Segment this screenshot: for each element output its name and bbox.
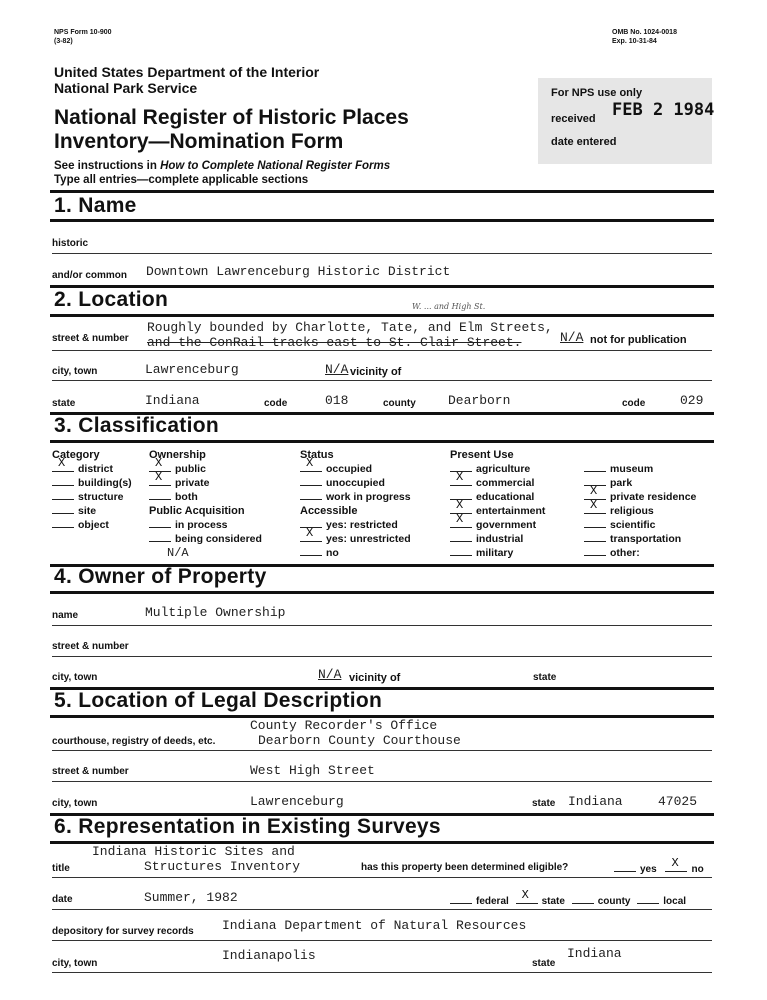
survey-title-line1-value: Indiana Historic Sites and — [92, 844, 295, 859]
location-code2-label: code — [622, 398, 646, 409]
present-use-option — [450, 476, 545, 490]
acquisition-checkbox[interactable] — [149, 518, 171, 528]
ownership-label: private — [175, 477, 210, 489]
present-use-option — [584, 504, 696, 518]
category-option — [52, 462, 132, 476]
acquisition-label: being considered — [175, 533, 262, 545]
survey-state-label: state — [532, 958, 556, 969]
legal-city-label: city, town — [52, 798, 98, 809]
present-use-label: religious — [610, 505, 654, 517]
accessible-checkbox[interactable] — [300, 532, 322, 542]
present-use-option — [584, 546, 696, 560]
courthouse-label: courthouse, registry of deeds, etc. — [52, 736, 216, 747]
present-use-label: private residence — [610, 491, 697, 503]
survey-title-label: title — [52, 863, 70, 874]
present-use-label: museum — [610, 463, 654, 475]
status-option — [300, 462, 411, 476]
street-line1-value: Roughly bounded by Charlotte, Tate, and Elm Streets, — [147, 320, 553, 335]
federal-label: federal — [476, 896, 509, 907]
category-checkbox[interactable] — [52, 518, 74, 528]
present-use-option — [584, 476, 696, 490]
present-use-checkbox[interactable] — [584, 462, 606, 472]
present-use-option — [584, 518, 696, 532]
status-option — [300, 476, 411, 490]
survey-level-options — [450, 894, 686, 907]
ownership-checkbox[interactable] — [149, 476, 171, 486]
accessible-label: yes: restricted — [326, 519, 398, 531]
ownership-checkbox[interactable] — [149, 490, 171, 500]
category-option — [52, 490, 132, 504]
section-name-heading: 1. Name — [54, 194, 137, 217]
status-checkbox[interactable] — [300, 462, 322, 472]
present-use-option — [584, 532, 696, 546]
survey-title-line2-value: Structures Inventory — [144, 859, 301, 874]
ownership-label: public — [175, 463, 206, 475]
instructions-line1: See instructions in How to Complete National Register Forms — [54, 160, 391, 172]
category-checkbox[interactable] — [52, 476, 74, 486]
category-option — [52, 476, 132, 490]
owner-city-label: city, town — [52, 672, 98, 683]
present-use-option — [450, 504, 545, 518]
category-label: site — [78, 505, 97, 517]
federal-checkbox[interactable] — [450, 894, 472, 904]
status-label: work in progress — [326, 491, 411, 503]
not-for-publication-label: not for publication — [590, 334, 687, 346]
owner-state-label: state — [533, 672, 557, 683]
owner-street-label: street & number — [52, 641, 129, 652]
present-use-option — [450, 532, 545, 546]
survey-city-value: Indianapolis — [222, 948, 316, 963]
present-use-option — [450, 546, 545, 560]
county-level-label: county — [597, 896, 631, 907]
present-use-column — [450, 448, 545, 560]
present-use-title: Present Use — [450, 449, 514, 461]
present-use-checkbox[interactable] — [450, 532, 472, 542]
street-handwritten-annotation: W. ... and High St. — [412, 302, 486, 311]
section-classification-heading: 3. Classification — [54, 414, 219, 437]
location-code2-value: 029 — [680, 393, 704, 408]
owner-vicinity-value: N/A — [318, 667, 342, 682]
category-label: object — [78, 519, 109, 531]
county-checkbox[interactable] — [572, 894, 594, 904]
accessible-label: yes: unrestricted — [326, 533, 411, 545]
status-title: Status — [300, 449, 334, 461]
service-name: National Park Service — [54, 80, 198, 96]
received-stamp-value: FEB 2 1984 — [612, 100, 715, 120]
depository-label: depository for survey records — [52, 926, 194, 937]
ownership-title: Ownership — [149, 449, 206, 461]
status-label: unoccupied — [326, 477, 385, 489]
section-owner-heading: 4. Owner of Property — [54, 565, 267, 588]
legal-state-label: state — [532, 798, 556, 809]
category-checkbox[interactable] — [52, 504, 74, 514]
courthouse-line2-value: Dearborn County Courthouse — [258, 733, 461, 748]
present-use-label: scientific — [610, 519, 656, 531]
category-column — [52, 448, 132, 532]
acquisition-label: in process — [175, 519, 228, 531]
form-title-line1: National Register of Historic Places — [54, 106, 409, 129]
eligible-no-label: no — [691, 864, 704, 875]
present-use-checkbox[interactable] — [584, 518, 606, 528]
present-use-column-2 — [584, 462, 696, 560]
category-title: Category — [52, 449, 100, 461]
public-acquisition-title: Public Acquisition — [149, 505, 245, 517]
category-checkbox[interactable] — [52, 490, 74, 500]
present-use-option — [450, 462, 545, 476]
present-use-label: agriculture — [476, 463, 531, 475]
legal-state-value: Indiana — [568, 794, 623, 809]
common-name-value: Downtown Lawrenceburg Historic District — [146, 264, 451, 279]
accessible-title: Accessible — [300, 505, 358, 517]
present-use-checkbox[interactable] — [584, 504, 606, 514]
accessible-checkbox[interactable] — [300, 546, 322, 556]
state-checkbox[interactable] — [516, 894, 538, 904]
received-label: received — [551, 113, 596, 125]
department-name: United States Department of the Interior — [54, 64, 320, 80]
eligible-options — [614, 862, 704, 875]
category-checkbox[interactable] — [52, 462, 74, 472]
status-option — [300, 490, 411, 504]
ownership-option — [149, 476, 262, 490]
survey-date-label: date — [52, 894, 73, 905]
expiration-date: Exp. 10-31-84 — [612, 38, 657, 45]
acquisition-option — [149, 518, 262, 532]
acquisition-option — [149, 532, 262, 546]
status-checkbox[interactable] — [300, 476, 322, 486]
present-use-label: park — [610, 477, 633, 489]
present-use-label: other: — [610, 547, 640, 559]
present-use-checkbox[interactable] — [584, 532, 606, 542]
category-option — [52, 518, 132, 532]
location-state-value: Indiana — [145, 393, 200, 408]
legal-street-value: West High Street — [250, 763, 375, 778]
eligible-question: has this property been determined eligible? — [361, 862, 569, 873]
date-entered-label: date entered — [551, 136, 617, 148]
category-label: structure — [78, 491, 124, 503]
present-use-checkbox[interactable] — [450, 546, 472, 556]
present-use-checkbox[interactable] — [584, 546, 606, 556]
ownership-option — [149, 462, 262, 476]
form-number: NPS Form 10-900 — [54, 29, 112, 36]
legal-street-label: street & number — [52, 766, 129, 777]
legal-city-value: Lawrenceburg — [250, 794, 344, 809]
historic-label: historic — [52, 238, 89, 249]
location-vicinity-label: vicinity of — [350, 366, 402, 378]
eligible-no-checkbox[interactable] — [665, 862, 687, 872]
accessible-label: no — [326, 547, 339, 559]
owner-vicinity-label: vicinity of — [349, 672, 401, 684]
owner-name-label: name — [52, 610, 79, 621]
survey-state-value: Indiana — [567, 946, 622, 961]
status-column — [300, 448, 411, 560]
present-use-option — [584, 490, 696, 504]
category-label: district — [78, 463, 114, 475]
owner-name-value: Multiple Ownership — [145, 605, 286, 620]
form-title-line2: Inventory—Nomination Form — [54, 130, 344, 153]
present-use-option — [450, 490, 545, 504]
status-checkbox[interactable] — [300, 490, 322, 500]
present-use-option — [450, 518, 545, 532]
category-label: building(s) — [78, 477, 132, 489]
common-name-label: and/or common — [52, 270, 128, 281]
accessible-option — [300, 518, 411, 532]
survey-city-label: city, town — [52, 958, 98, 969]
category-option — [52, 504, 132, 518]
courthouse-line1-value: County Recorder's Office — [250, 718, 438, 733]
street-line2-value: and the ConRail tracks east to St. Clair Street. — [147, 335, 522, 350]
location-vicinity-value: N/A — [325, 362, 349, 377]
location-city-label: city, town — [52, 366, 98, 377]
present-use-label: commercial — [476, 477, 535, 489]
state-level-label: state — [541, 896, 565, 907]
present-use-label: educational — [476, 491, 535, 503]
instructions-line2: Type all entries—complete applicable sections — [54, 174, 309, 186]
ownership-option — [149, 490, 262, 504]
local-level-label: local — [663, 896, 687, 907]
local-checkbox[interactable] — [637, 894, 659, 904]
eligible-yes-label: yes — [640, 864, 657, 875]
present-use-checkbox[interactable] — [450, 518, 472, 528]
eligible-yes-checkbox[interactable] — [614, 862, 636, 872]
survey-date-value: Summer, 1982 — [144, 890, 238, 905]
section-surveys-heading: 6. Representation in Existing Surveys — [54, 815, 441, 838]
form-date: (3-82) — [54, 38, 73, 45]
location-code-value: 018 — [325, 393, 349, 408]
acquisition-checkbox[interactable] — [149, 532, 171, 542]
ownership-label: both — [175, 491, 198, 503]
nps-use-only-label: For NPS use only — [551, 87, 643, 99]
location-city-value: Lawrenceburg — [145, 362, 239, 377]
location-state-label: state — [52, 398, 76, 409]
section-location-heading: 2. Location — [54, 288, 169, 311]
accessible-option — [300, 532, 411, 546]
legal-zip-value: 47025 — [658, 794, 698, 809]
location-county-label: county — [383, 398, 416, 409]
omb-number: OMB No. 1024-0018 — [612, 29, 677, 36]
depository-value: Indiana Department of Natural Resources — [222, 918, 527, 933]
present-use-label: government — [476, 519, 537, 531]
present-use-label: industrial — [476, 533, 524, 545]
status-label: occupied — [326, 463, 373, 475]
street-number-label: street & number — [52, 333, 129, 344]
not-for-publication-value: N/A — [560, 330, 584, 345]
accessible-option — [300, 546, 411, 560]
location-code-label: code — [264, 398, 288, 409]
acquisition-value: N/A — [167, 546, 189, 560]
ownership-column — [149, 448, 262, 560]
present-use-checkbox[interactable] — [450, 476, 472, 486]
present-use-label: entertainment — [476, 505, 546, 517]
location-county-value: Dearborn — [448, 393, 511, 408]
present-use-label: transportation — [610, 533, 682, 545]
present-use-option — [584, 462, 696, 476]
present-use-label: military — [476, 547, 514, 559]
section-legal-heading: 5. Location of Legal Description — [54, 689, 383, 712]
